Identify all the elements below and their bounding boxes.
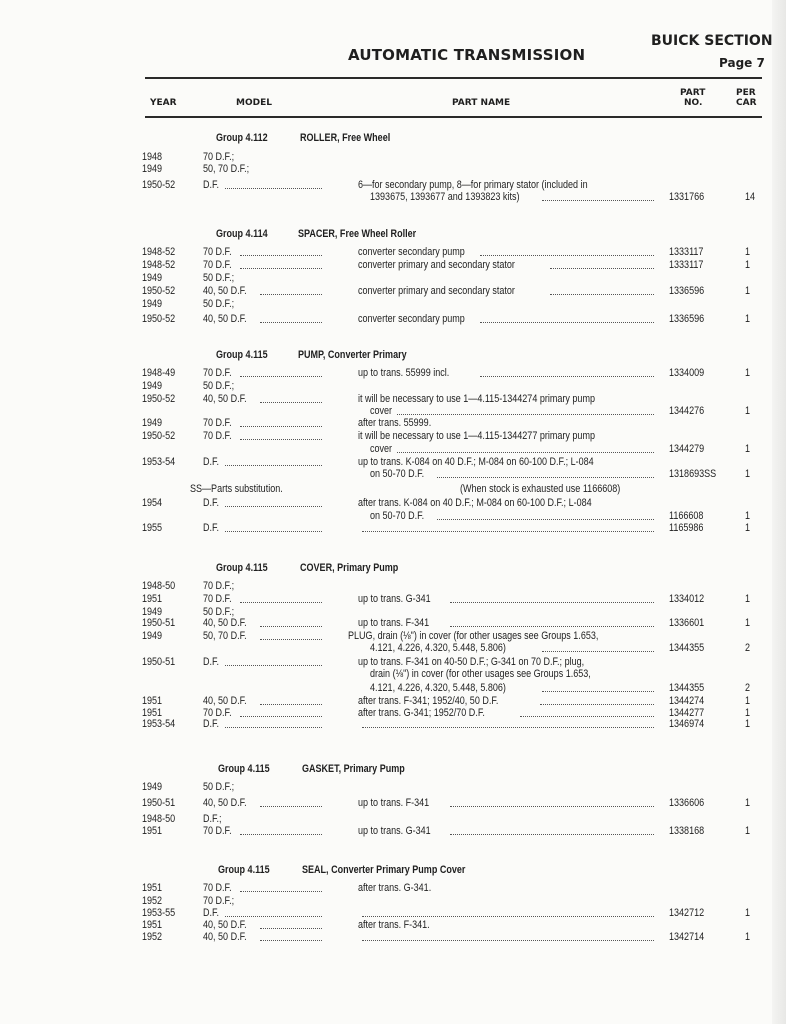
dot-leader — [397, 452, 654, 453]
dot-leader — [397, 414, 654, 415]
group-name: ROLLER, Free Wheel — [300, 132, 391, 144]
year-cell: 1950-52 — [142, 179, 176, 191]
model-cell: 70 D.F. — [203, 593, 232, 605]
part-number-cell: 1344355 — [669, 642, 705, 654]
per-car-cell: 1 — [745, 695, 751, 707]
year-cell: 1950-52 — [142, 393, 176, 405]
part-name-cell: up to trans. F-341 — [358, 797, 430, 809]
dot-leader — [260, 940, 322, 941]
part-name-cell: 4.121, 4.226, 4.320, 5.448, 5.806) — [370, 682, 506, 694]
part-name-cell: converter primary and secondary stator — [358, 285, 515, 297]
dot-leader — [240, 268, 322, 269]
per-car-cell: 1 — [745, 259, 751, 271]
part-number-cell: 1342714 — [669, 931, 705, 943]
header-rule-bottom — [145, 116, 762, 118]
dot-leader — [260, 626, 322, 627]
year-cell: 1951 — [142, 825, 163, 837]
part-name-cell: drain (⅛") in cover (for other usages see Groups 1.653, — [370, 668, 591, 680]
group-label: Group 4.114 — [216, 228, 268, 240]
dot-leader — [362, 727, 654, 728]
dot-leader — [362, 531, 654, 532]
year-cell: 1948-50 — [142, 813, 176, 825]
year-cell: 1949 — [142, 606, 163, 618]
part-name-cell: after trans. G-341; 1952/70 D.F. — [358, 707, 485, 719]
dot-leader — [240, 602, 322, 603]
year-cell: 1949 — [142, 163, 163, 175]
part-name-cell: converter secondary pump — [358, 313, 465, 325]
year-cell: 1953-54 — [142, 456, 176, 468]
dot-leader — [362, 916, 654, 917]
model-cell: 40, 50 D.F. — [203, 285, 247, 297]
model-cell: 40, 50 D.F. — [203, 919, 247, 931]
group-name: PUMP, Converter Primary — [298, 349, 407, 361]
part-name-cell: (When stock is exhausted use 1166608) — [460, 483, 621, 495]
part-number-cell: 1336596 — [669, 313, 705, 325]
dot-leader — [362, 940, 654, 941]
model-cell: 50 D.F.; — [203, 606, 235, 618]
year-cell: 1953-54 — [142, 718, 176, 730]
per-car-cell: 1 — [745, 593, 751, 605]
part-name-cell: after trans. 55999. — [358, 417, 432, 429]
per-car-cell: 1 — [745, 907, 751, 919]
dot-leader — [225, 665, 322, 666]
part-name-cell: 1393675, 1393677 and 1393823 kits) — [370, 191, 520, 203]
part-number-cell: 1336596 — [669, 285, 705, 297]
group-label: Group 4.115 — [218, 763, 270, 775]
part-name-cell: up to trans. F-341 — [358, 617, 430, 629]
model-cell: 40, 50 D.F. — [203, 797, 247, 809]
model-cell: 50 D.F.; — [203, 272, 235, 284]
part-name-cell: it will be necessary to use 1—4.115-1344277 primary pump — [358, 430, 595, 442]
dot-leader — [450, 806, 654, 807]
page-title: AUTOMATIC TRANSMISSION — [348, 46, 586, 64]
model-cell: D.F. — [203, 907, 220, 919]
part-number-cell: 1344276 — [669, 405, 705, 417]
year-cell: 1951 — [142, 593, 163, 605]
dot-leader — [225, 727, 322, 728]
model-cell: 40, 50 D.F. — [203, 393, 247, 405]
col-per-car-2: CAR — [736, 98, 757, 108]
per-car-cell: 14 — [745, 191, 756, 203]
per-car-cell: 1 — [745, 405, 751, 417]
col-model: MODEL — [236, 98, 272, 108]
dot-leader — [550, 268, 654, 269]
part-number-cell: 1334009 — [669, 367, 705, 379]
dot-leader — [240, 439, 322, 440]
model-cell: D.F. — [203, 522, 220, 534]
part-number-cell: 1165986 — [669, 522, 704, 534]
page-edge-shadow — [772, 0, 786, 1024]
per-car-cell: 1 — [745, 510, 751, 522]
per-car-cell: 1 — [745, 285, 751, 297]
year-cell: 1951 — [142, 882, 163, 894]
part-name-cell: converter secondary pump — [358, 246, 465, 258]
part-name-cell: after trans. F-341; 1952/40, 50 D.F. — [358, 695, 499, 707]
dot-leader — [225, 916, 322, 917]
dot-leader — [260, 402, 322, 403]
dot-leader — [540, 704, 654, 705]
col-part-name: PART NAME — [452, 98, 511, 108]
dot-leader — [240, 255, 322, 256]
model-cell: 50, 70 D.F.; — [203, 163, 250, 175]
per-car-cell: 1 — [745, 313, 751, 325]
year-cell: 1950-51 — [142, 656, 176, 668]
dot-leader — [225, 531, 322, 532]
part-name-cell: after trans. G-341. — [358, 882, 432, 894]
dot-leader — [550, 294, 654, 295]
part-number-cell: 1342712 — [669, 907, 705, 919]
year-cell: 1951 — [142, 919, 163, 931]
group-label: Group 4.115 — [218, 864, 270, 876]
dot-leader — [260, 639, 322, 640]
dot-leader — [260, 294, 322, 295]
per-car-cell: 1 — [745, 617, 751, 629]
dot-leader — [240, 891, 322, 892]
dot-leader — [240, 376, 322, 377]
per-car-cell: 2 — [745, 682, 751, 694]
part-name-cell: after trans. K-084 on 40 D.F.; M-084 on 60-100 D.F.; L-084 — [358, 497, 592, 509]
model-cell: 70 D.F. — [203, 259, 232, 271]
per-car-cell: 1 — [745, 797, 751, 809]
part-number-cell: 1333117 — [669, 259, 704, 271]
dot-leader — [240, 716, 322, 717]
part-number-cell: 1334012 — [669, 593, 705, 605]
model-cell: 70 D.F. — [203, 825, 232, 837]
part-name-cell: up to trans. K-084 on 40 D.F.; M-084 on 60-100 D.F.; L-084 — [358, 456, 594, 468]
dot-leader — [450, 602, 654, 603]
col-part-no-1: PART — [680, 88, 706, 98]
model-cell: 70 D.F. — [203, 882, 232, 894]
model-cell: 40, 50 D.F. — [203, 931, 247, 943]
year-cell: 1949 — [142, 630, 163, 642]
model-cell: 50 D.F.; — [203, 298, 235, 310]
model-cell: D.F. — [203, 456, 220, 468]
dot-leader — [542, 200, 654, 201]
page-number: Page 7 — [719, 56, 765, 70]
dot-leader — [260, 806, 322, 807]
year-cell: 1950-52 — [142, 313, 176, 325]
part-name-cell: it will be necessary to use 1—4.115-1344274 primary pump — [358, 393, 595, 405]
per-car-cell: 2 — [745, 642, 751, 654]
dot-leader — [480, 376, 654, 377]
dot-leader — [260, 322, 322, 323]
dot-leader — [437, 519, 654, 520]
part-number-cell: 1336601 — [669, 617, 705, 629]
part-name-cell: cover — [370, 443, 393, 455]
part-name-cell: cover — [370, 405, 393, 417]
year-cell: 1948-50 — [142, 580, 176, 592]
year-cell: 1955 — [142, 522, 163, 534]
part-number-cell: 1344274 — [669, 695, 705, 707]
year-cell: 1951 — [142, 707, 163, 719]
part-number-cell: 1346974 — [669, 718, 705, 730]
part-name-cell: 4.121, 4.226, 4.320, 5.448, 5.806) — [370, 642, 506, 654]
year-cell: 1950-52 — [142, 285, 176, 297]
model-cell: D.F. — [203, 179, 220, 191]
model-cell: 50, 70 D.F. — [203, 630, 247, 642]
per-car-cell: 1 — [745, 246, 751, 258]
dot-leader — [520, 716, 654, 717]
model-cell: D.F. — [203, 497, 220, 509]
part-number-cell: 1338168 — [669, 825, 705, 837]
year-cell: 1950-51 — [142, 797, 176, 809]
year-cell: 1949 — [142, 380, 163, 392]
dot-leader — [225, 465, 322, 466]
year-cell: 1948 — [142, 151, 163, 163]
year-cell: 1949 — [142, 781, 163, 793]
section-title: BUICK SECTION — [651, 33, 773, 49]
per-car-cell: 1 — [745, 367, 751, 379]
part-name-cell: after trans. F-341. — [358, 919, 430, 931]
model-cell: D.F.; — [203, 813, 222, 825]
header-rule-top — [145, 77, 762, 79]
per-car-cell: 1 — [745, 443, 751, 455]
per-car-cell: 1 — [745, 718, 751, 730]
part-number-cell: 1344279 — [669, 443, 705, 455]
group-name: GASKET, Primary Pump — [302, 763, 405, 775]
dot-leader — [542, 691, 654, 692]
part-number-cell: 1333117 — [669, 246, 704, 258]
year-cell: 1954 — [142, 497, 163, 509]
part-number-cell: 1336606 — [669, 797, 705, 809]
group-label: Group 4.115 — [216, 349, 268, 361]
model-cell: 70 D.F.; — [203, 151, 235, 163]
year-cell: 1949 — [142, 417, 163, 429]
part-name-cell: up to trans. G-341 — [358, 825, 431, 837]
part-number-cell: 1331766 — [669, 191, 705, 203]
year-cell: 1952 — [142, 895, 163, 907]
model-cell: 50 D.F.; — [203, 781, 235, 793]
model-cell: 70 D.F. — [203, 246, 232, 258]
part-number-cell: 1344277 — [669, 707, 705, 719]
year-cell: 1949 — [142, 298, 163, 310]
model-cell: 70 D.F.; — [203, 580, 235, 592]
model-cell: 40, 50 D.F. — [203, 695, 247, 707]
dot-leader — [542, 651, 654, 652]
part-number-cell: 1318693SS — [669, 468, 717, 480]
year-cell: 1948-49 — [142, 367, 176, 379]
dot-leader — [240, 834, 322, 835]
model-cell: 70 D.F.; — [203, 895, 235, 907]
year-cell: 1953-55 — [142, 907, 176, 919]
col-per-car-1: PER — [736, 88, 756, 98]
dot-leader — [450, 626, 654, 627]
part-name-cell: up to trans. 55999 incl. — [358, 367, 450, 379]
part-name-cell: up to trans. G-341 — [358, 593, 431, 605]
part-number-cell: 1344355 — [669, 682, 705, 694]
per-car-cell: 1 — [745, 825, 751, 837]
model-cell: 70 D.F. — [203, 417, 232, 429]
per-car-cell: 1 — [745, 707, 751, 719]
group-label: Group 4.112 — [216, 132, 268, 144]
part-name-cell: on 50-70 D.F. — [370, 468, 425, 480]
group-name: SPACER, Free Wheel Roller — [298, 228, 417, 240]
dot-leader — [450, 834, 654, 835]
dot-leader — [437, 477, 654, 478]
dot-leader — [225, 188, 322, 189]
model-cell: 50 D.F.; — [203, 380, 235, 392]
year-cell: 1948-52 — [142, 259, 176, 271]
model-cell: D.F. — [203, 718, 220, 730]
model-cell: 70 D.F. — [203, 707, 232, 719]
year-cell: 1952 — [142, 931, 163, 943]
year-cell: 1948-52 — [142, 246, 176, 258]
dot-leader — [260, 704, 322, 705]
dot-leader — [480, 255, 654, 256]
part-name-cell: converter primary and secondary stator — [358, 259, 515, 271]
col-year: YEAR — [150, 98, 177, 108]
model-cell: SS—Parts substitution. — [190, 483, 283, 495]
year-cell: 1950-52 — [142, 430, 176, 442]
group-name: SEAL, Converter Primary Pump Cover — [302, 864, 466, 876]
group-label: Group 4.115 — [216, 562, 268, 574]
model-cell: D.F. — [203, 656, 220, 668]
group-name: COVER, Primary Pump — [300, 562, 399, 574]
year-cell: 1951 — [142, 695, 163, 707]
dot-leader — [240, 426, 322, 427]
col-part-no-2: NO. — [684, 98, 703, 108]
dot-leader — [225, 506, 322, 507]
dot-leader — [480, 322, 654, 323]
per-car-cell: 1 — [745, 468, 751, 480]
part-name-cell: PLUG, drain (⅛") in cover (for other usages see Groups 1.653, — [348, 630, 599, 642]
per-car-cell: 1 — [745, 522, 751, 534]
model-cell: 40, 50 D.F. — [203, 617, 247, 629]
part-number-cell: 1166608 — [669, 510, 704, 522]
model-cell: 40, 50 D.F. — [203, 313, 247, 325]
year-cell: 1950-51 — [142, 617, 176, 629]
dot-leader — [260, 928, 322, 929]
part-name-cell: up to trans. F-341 on 40-50 D.F.; G-341 on 70 D.F.; plug, — [358, 656, 585, 668]
part-name-cell: 6—for secondary pump, 8—for primary stator (included in — [358, 179, 588, 191]
part-name-cell: on 50-70 D.F. — [370, 510, 425, 522]
model-cell: 70 D.F. — [203, 367, 232, 379]
model-cell: 70 D.F. — [203, 430, 232, 442]
year-cell: 1949 — [142, 272, 163, 284]
per-car-cell: 1 — [745, 931, 751, 943]
